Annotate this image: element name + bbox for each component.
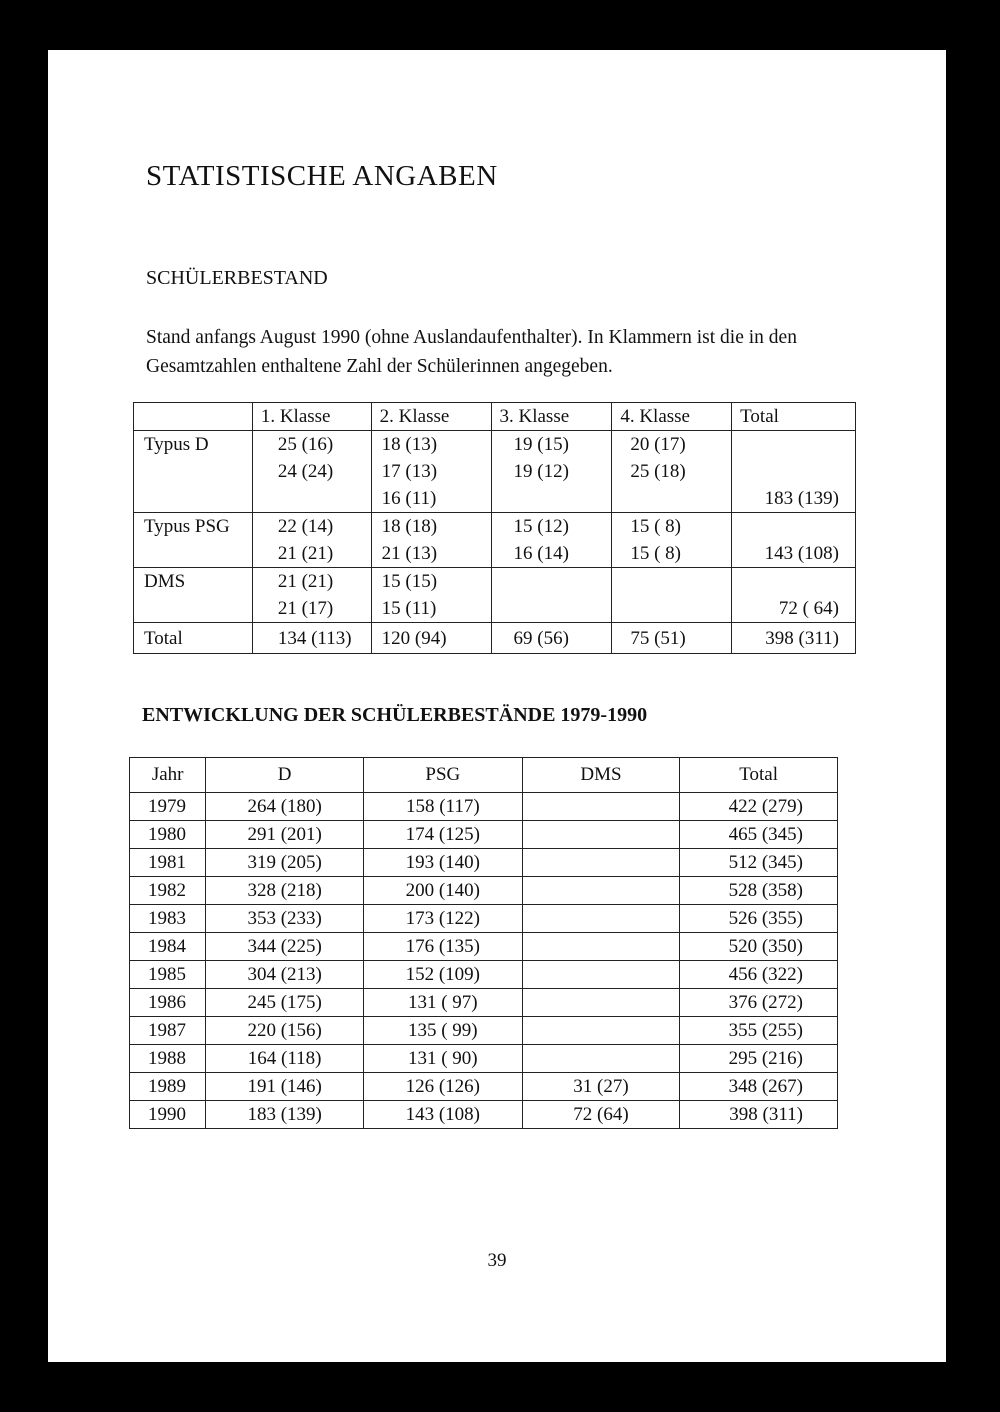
table-cell	[522, 1017, 680, 1045]
cell-line: 21 (13)	[381, 543, 438, 564]
table-cell: 72 (64)	[522, 1101, 680, 1129]
cell-line: 18 (13)	[381, 434, 438, 455]
table-cell: 158 (117)	[363, 793, 522, 821]
table-cell: 376 (272)	[680, 989, 838, 1017]
table-cell	[522, 933, 680, 961]
table-cell: 135 ( 99)	[363, 1017, 522, 1045]
table-row	[130, 961, 838, 989]
table-cell: 422 (279)	[680, 793, 838, 821]
table-cell: 200 (140)	[363, 877, 522, 905]
table-row	[130, 1073, 838, 1101]
table-total-row	[134, 623, 856, 654]
table-cell: 120 (94)	[371, 623, 491, 654]
table-row	[130, 1101, 838, 1129]
table-cell	[612, 568, 732, 623]
section-heading-entwicklung: ENTWICKLUNG DER SCHÜLERBESTÄNDE 1979-1990	[142, 704, 648, 726]
table-cell: 193 (140)	[363, 849, 522, 877]
table-cell: 191 (146)	[206, 1073, 364, 1101]
table-cell	[522, 793, 680, 821]
cell-line: 15 ( 8)	[630, 516, 681, 537]
year-cell: 1982	[130, 877, 206, 905]
schuelerbestand-table	[133, 402, 856, 654]
cell-line: 17 (13)	[381, 461, 438, 482]
cell-line: 16 (11)	[381, 488, 437, 509]
entwicklung-table	[129, 757, 838, 1129]
cell-line: 22 (14)	[277, 516, 334, 537]
table-cell	[252, 431, 371, 513]
table-row	[130, 905, 838, 933]
table-row	[134, 431, 856, 513]
header-cell: 1. Klasse	[252, 403, 371, 431]
table-cell: 126 (126)	[363, 1073, 522, 1101]
table-header-row	[134, 403, 856, 431]
table-row	[130, 1017, 838, 1045]
table-row	[130, 933, 838, 961]
year-cell: 1990	[130, 1101, 206, 1129]
table-cell: 304 (213)	[206, 961, 364, 989]
table-cell-total: 398 (311)	[732, 623, 856, 654]
cell-line: 24 (24)	[277, 461, 334, 482]
table-cell: 131 ( 97)	[363, 989, 522, 1017]
cell-line: 18 (18)	[381, 516, 438, 537]
table-row	[130, 877, 838, 905]
cell-line: 19 (12)	[513, 461, 569, 482]
page-title: STATISTISCHE ANGABEN	[146, 160, 498, 192]
table-cell: 173 (122)	[363, 905, 522, 933]
table-header-row	[130, 758, 838, 793]
table-cell	[612, 513, 732, 568]
cell-line: 15 (12)	[513, 516, 569, 537]
year-cell: 1988	[130, 1045, 206, 1073]
cell-line: 21 (17)	[277, 598, 334, 619]
header-cell	[134, 403, 253, 431]
table-cell: 520 (350)	[680, 933, 838, 961]
cell-line: 21 (21)	[277, 543, 334, 564]
cell-line: 25 (18)	[630, 461, 686, 482]
table-row	[130, 793, 838, 821]
table-cell: 528 (358)	[680, 877, 838, 905]
table-cell: 174 (125)	[363, 821, 522, 849]
cell-line: 15 (11)	[381, 598, 437, 619]
year-cell: 1980	[130, 821, 206, 849]
table-cell: 131 ( 90)	[363, 1045, 522, 1073]
row-label: Total	[134, 623, 253, 654]
table-cell	[491, 431, 612, 513]
table-cell-total: 183 (139)	[732, 431, 856, 513]
table-cell	[522, 905, 680, 933]
table-row	[130, 989, 838, 1017]
cell-line: 16 (14)	[513, 543, 569, 564]
table-cell	[522, 961, 680, 989]
row-label: DMS	[134, 568, 253, 623]
table-row	[130, 849, 838, 877]
table-cell: 176 (135)	[363, 933, 522, 961]
table-cell: 291 (201)	[206, 821, 364, 849]
row-label: Typus PSG	[134, 513, 253, 568]
table-cell	[252, 513, 371, 568]
year-cell: 1983	[130, 905, 206, 933]
table-cell	[522, 877, 680, 905]
cell-line: 20 (17)	[630, 434, 686, 455]
row-label: Typus D	[134, 431, 253, 513]
header-cell: DMS	[522, 758, 680, 793]
intro-paragraph: Stand anfangs August 1990 (ohne Auslandaufenthalter). In Klammern ist die in den Gesamtzahlen enthaltene Zahl der Schülerinnen angegeben.	[146, 327, 797, 377]
table-cell: 183 (139)	[206, 1101, 364, 1129]
header-cell: 4. Klasse	[612, 403, 732, 431]
table-cell: 348 (267)	[680, 1073, 838, 1101]
header-cell: D	[206, 758, 364, 793]
table-cell	[371, 568, 491, 623]
table-cell: 69 (56)	[491, 623, 612, 654]
table-row	[130, 821, 838, 849]
header-cell: Jahr	[130, 758, 206, 793]
table-cell-total: 143 (108)	[732, 513, 856, 568]
table-cell	[522, 821, 680, 849]
year-cell: 1979	[130, 793, 206, 821]
table-cell: 143 (108)	[363, 1101, 522, 1129]
table-cell	[522, 989, 680, 1017]
table-cell: 328 (218)	[206, 877, 364, 905]
year-cell: 1984	[130, 933, 206, 961]
table-cell: 355 (255)	[680, 1017, 838, 1045]
section-heading-schuelerbestand: SCHÜLERBESTAND	[146, 267, 328, 289]
table-cell: 398 (311)	[680, 1101, 838, 1129]
cell-line: 21 (21)	[277, 571, 334, 592]
page-number: 39	[487, 1250, 507, 1271]
table-cell: 319 (205)	[206, 849, 364, 877]
table-cell: 526 (355)	[680, 905, 838, 933]
table-cell: 134 (113)	[252, 623, 371, 654]
year-cell: 1986	[130, 989, 206, 1017]
table-cell: 456 (322)	[680, 961, 838, 989]
table-cell: 75 (51)	[612, 623, 732, 654]
year-cell: 1987	[130, 1017, 206, 1045]
table-cell	[371, 513, 491, 568]
table-cell: 465 (345)	[680, 821, 838, 849]
table-cell	[252, 568, 371, 623]
year-cell: 1985	[130, 961, 206, 989]
header-cell: Total	[732, 403, 856, 431]
table-cell	[491, 568, 612, 623]
table-row	[134, 568, 856, 623]
table-cell: 164 (118)	[206, 1045, 364, 1073]
table-cell: 31 (27)	[522, 1073, 680, 1101]
table-cell: 295 (216)	[680, 1045, 838, 1073]
table-cell	[371, 431, 491, 513]
table-row	[130, 1045, 838, 1073]
table-cell-total: 72 ( 64)	[732, 568, 856, 623]
year-cell: 1989	[130, 1073, 206, 1101]
table-cell: 344 (225)	[206, 933, 364, 961]
cell-line: 19 (15)	[513, 434, 569, 455]
year-cell: 1981	[130, 849, 206, 877]
cell-line: 15 (15)	[381, 571, 438, 592]
header-cell: Total	[680, 758, 838, 793]
cell-line: 25 (16)	[277, 434, 334, 455]
table-cell	[522, 849, 680, 877]
document-page	[48, 50, 946, 1362]
header-cell: 2. Klasse	[371, 403, 491, 431]
table-cell: 220 (156)	[206, 1017, 364, 1045]
table-cell: 245 (175)	[206, 989, 364, 1017]
table-cell	[612, 431, 732, 513]
table-cell: 512 (345)	[680, 849, 838, 877]
table-cell: 353 (233)	[206, 905, 364, 933]
table-cell	[522, 1045, 680, 1073]
table-cell: 264 (180)	[206, 793, 364, 821]
table-cell	[491, 513, 612, 568]
cell-line: 15 ( 8)	[630, 543, 681, 564]
header-cell: PSG	[363, 758, 522, 793]
table-row	[134, 513, 856, 568]
table-cell: 152 (109)	[363, 961, 522, 989]
header-cell: 3. Klasse	[491, 403, 612, 431]
